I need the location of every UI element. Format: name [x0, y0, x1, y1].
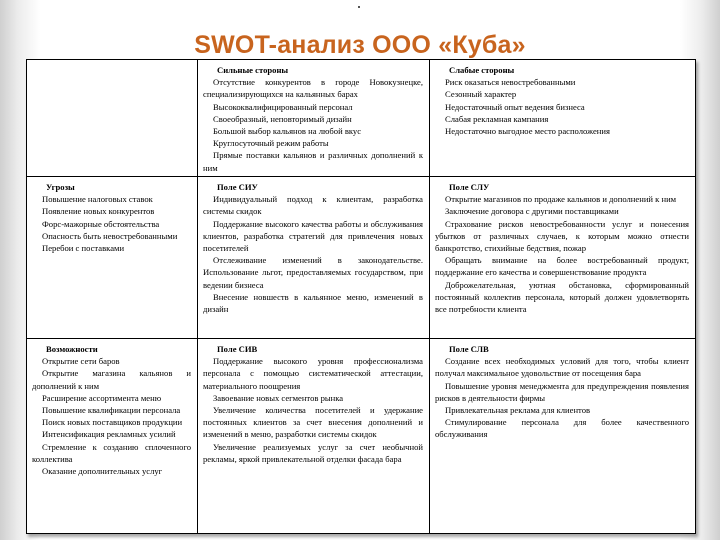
strengths-header: Сильные стороны — [217, 65, 289, 75]
field-su-cell — [198, 177, 430, 339]
list-item: Расширение ассортимента меню — [42, 392, 162, 403]
strengths-cell — [198, 60, 430, 177]
slide-title: SWOT-анализ ООО «Куба» — [194, 31, 526, 59]
list-item: Завоевание новых сегментов рынка — [213, 392, 344, 403]
list-item: Внесение новшеств в кальянное меню, изменений в дизайн — [203, 291, 423, 315]
field-slv-header: Поле СЛВ — [449, 344, 489, 354]
swot-row-opportunities — [27, 339, 696, 534]
list-item: Форс-мажорные обстоятельства — [42, 218, 160, 229]
field-su-list — [203, 193, 423, 315]
list-item: Повышение квалификации персонала — [42, 405, 181, 416]
weaknesses-cell — [430, 60, 696, 177]
list-item: Открытие сети баров — [42, 356, 120, 367]
field-siv-list — [203, 355, 423, 465]
list-item: Индивидуальный подход к клиентам, разработка системы скидок — [203, 194, 423, 217]
list-item: Открытие магазинов по продаже кальянов и дополнений к ним — [445, 194, 677, 205]
field-slu-list — [435, 193, 689, 315]
list-item: Круглосуточный режим работы — [213, 138, 329, 149]
list-item: Прямые поставки кальянов и различных дополнений к ним — [203, 150, 423, 173]
threats-header: Угрозы — [46, 182, 75, 192]
list-item: Большой выбор кальянов на любой вкус — [213, 126, 362, 137]
list-item: Страхование рисков невостребованности услуг и понесения убытков от различных случаев, к которым можно отнести банкротство, стихийные бедствия, пожар — [435, 218, 689, 254]
field-slv-list — [435, 355, 689, 440]
field-slu-cell — [430, 177, 696, 339]
list-item: Привлекательная реклама для клиентов — [445, 405, 591, 416]
field-siv-cell — [198, 339, 430, 534]
threats-list — [32, 193, 191, 254]
opportunities-cell — [27, 339, 198, 534]
swot-row-threats — [27, 177, 696, 339]
list-item: Увеличение реализуемых услуг за счет необычной рекламы, яркой привлекательной отделки фасада бара — [203, 441, 423, 464]
swot-corner-cell — [27, 60, 198, 177]
field-slv-cell — [430, 339, 696, 534]
list-item: Недостаточно выгодное место расположения — [445, 126, 610, 137]
list-item: Заключение договора с другими поставщиками — [445, 206, 619, 217]
field-siv-header: Поле СИВ — [217, 344, 258, 354]
field-slu-header: Поле СЛУ — [449, 182, 490, 192]
threats-cell — [27, 177, 198, 339]
list-item: Оказание дополнительных услуг — [42, 466, 163, 477]
list-item: Поддержание высокого качества работы и обслуживания клиентов, разработка стратегий для привлечения новых посетителей — [203, 218, 423, 254]
list-item: Слабая рекламная кампания — [445, 113, 549, 124]
field-su-header: Поле СИУ — [217, 182, 258, 192]
slide-dot — [358, 6, 360, 8]
swot-table — [26, 59, 696, 534]
list-item: Увеличение количества посетителей и удержание постоянных клиентов за счет внесения дополнений и изменений в меню, разработки системы скидок — [203, 405, 423, 440]
list-item: Обращать внимание на более востребованный продукт, поддержание его качества и совершенствование продукта — [435, 255, 689, 278]
list-item: Недостаточный опыт ведения бизнеса — [445, 101, 585, 112]
list-item: Открытие магазина кальянов и дополнений к ним — [32, 368, 191, 391]
weaknesses-header: Слабые стороны — [449, 65, 515, 75]
list-item: Создание всех необходимых условий для того, чтобы клиент получал максимальное удовольствие от посещения бара — [435, 356, 689, 379]
list-item: Доброжелательная, уютная обстановка, сформированный постоянный коллектив персонала, который должен удовлетворять все потребности клиента — [435, 279, 689, 315]
list-item: Стимулирование персонала для более качественного обслуживания — [435, 417, 689, 440]
list-item: Сезонный характер — [445, 89, 517, 100]
list-item: Поиск новых поставщиков продукции — [42, 417, 183, 428]
list-item: Отсутствие конкурентов в городе Новокузнецке, специализирующихся на кальянных барах — [203, 77, 423, 100]
list-item: Интенсификация рекламных усилий — [42, 429, 176, 440]
opportunities-list — [32, 355, 191, 477]
weaknesses-list — [435, 76, 689, 137]
list-item: Своеобразный, неповторимый дизайн — [213, 113, 352, 124]
list-item: Повышение уровня менеджмента для предупреждения появления рисков в деятельности фирмы — [435, 380, 689, 403]
list-item: Риск оказаться невостребованными — [445, 77, 576, 88]
list-item: Высококвалифицированный персонал — [213, 101, 353, 112]
swot-row-header — [27, 60, 696, 177]
list-item: Стремление к созданию сплоченного коллектива — [32, 441, 191, 464]
strengths-list — [203, 76, 423, 174]
list-item: Поддержание высокого уровня профессионализма персонала с помощью систематической аттестации, материального поощрения — [203, 356, 423, 391]
list-item: Перебои с поставками — [42, 243, 125, 254]
list-item: Опасность быть невостребованными — [42, 230, 178, 241]
list-item: Повышение налоговых ставок — [42, 194, 153, 205]
list-item: Появление новых конкурентов — [42, 206, 155, 217]
opportunities-header: Возможности — [46, 344, 98, 354]
list-item: Отслеживание изменений в законодательстве. Использование льгот, предоставляемых государством, при ведении бизнеса — [203, 255, 423, 290]
